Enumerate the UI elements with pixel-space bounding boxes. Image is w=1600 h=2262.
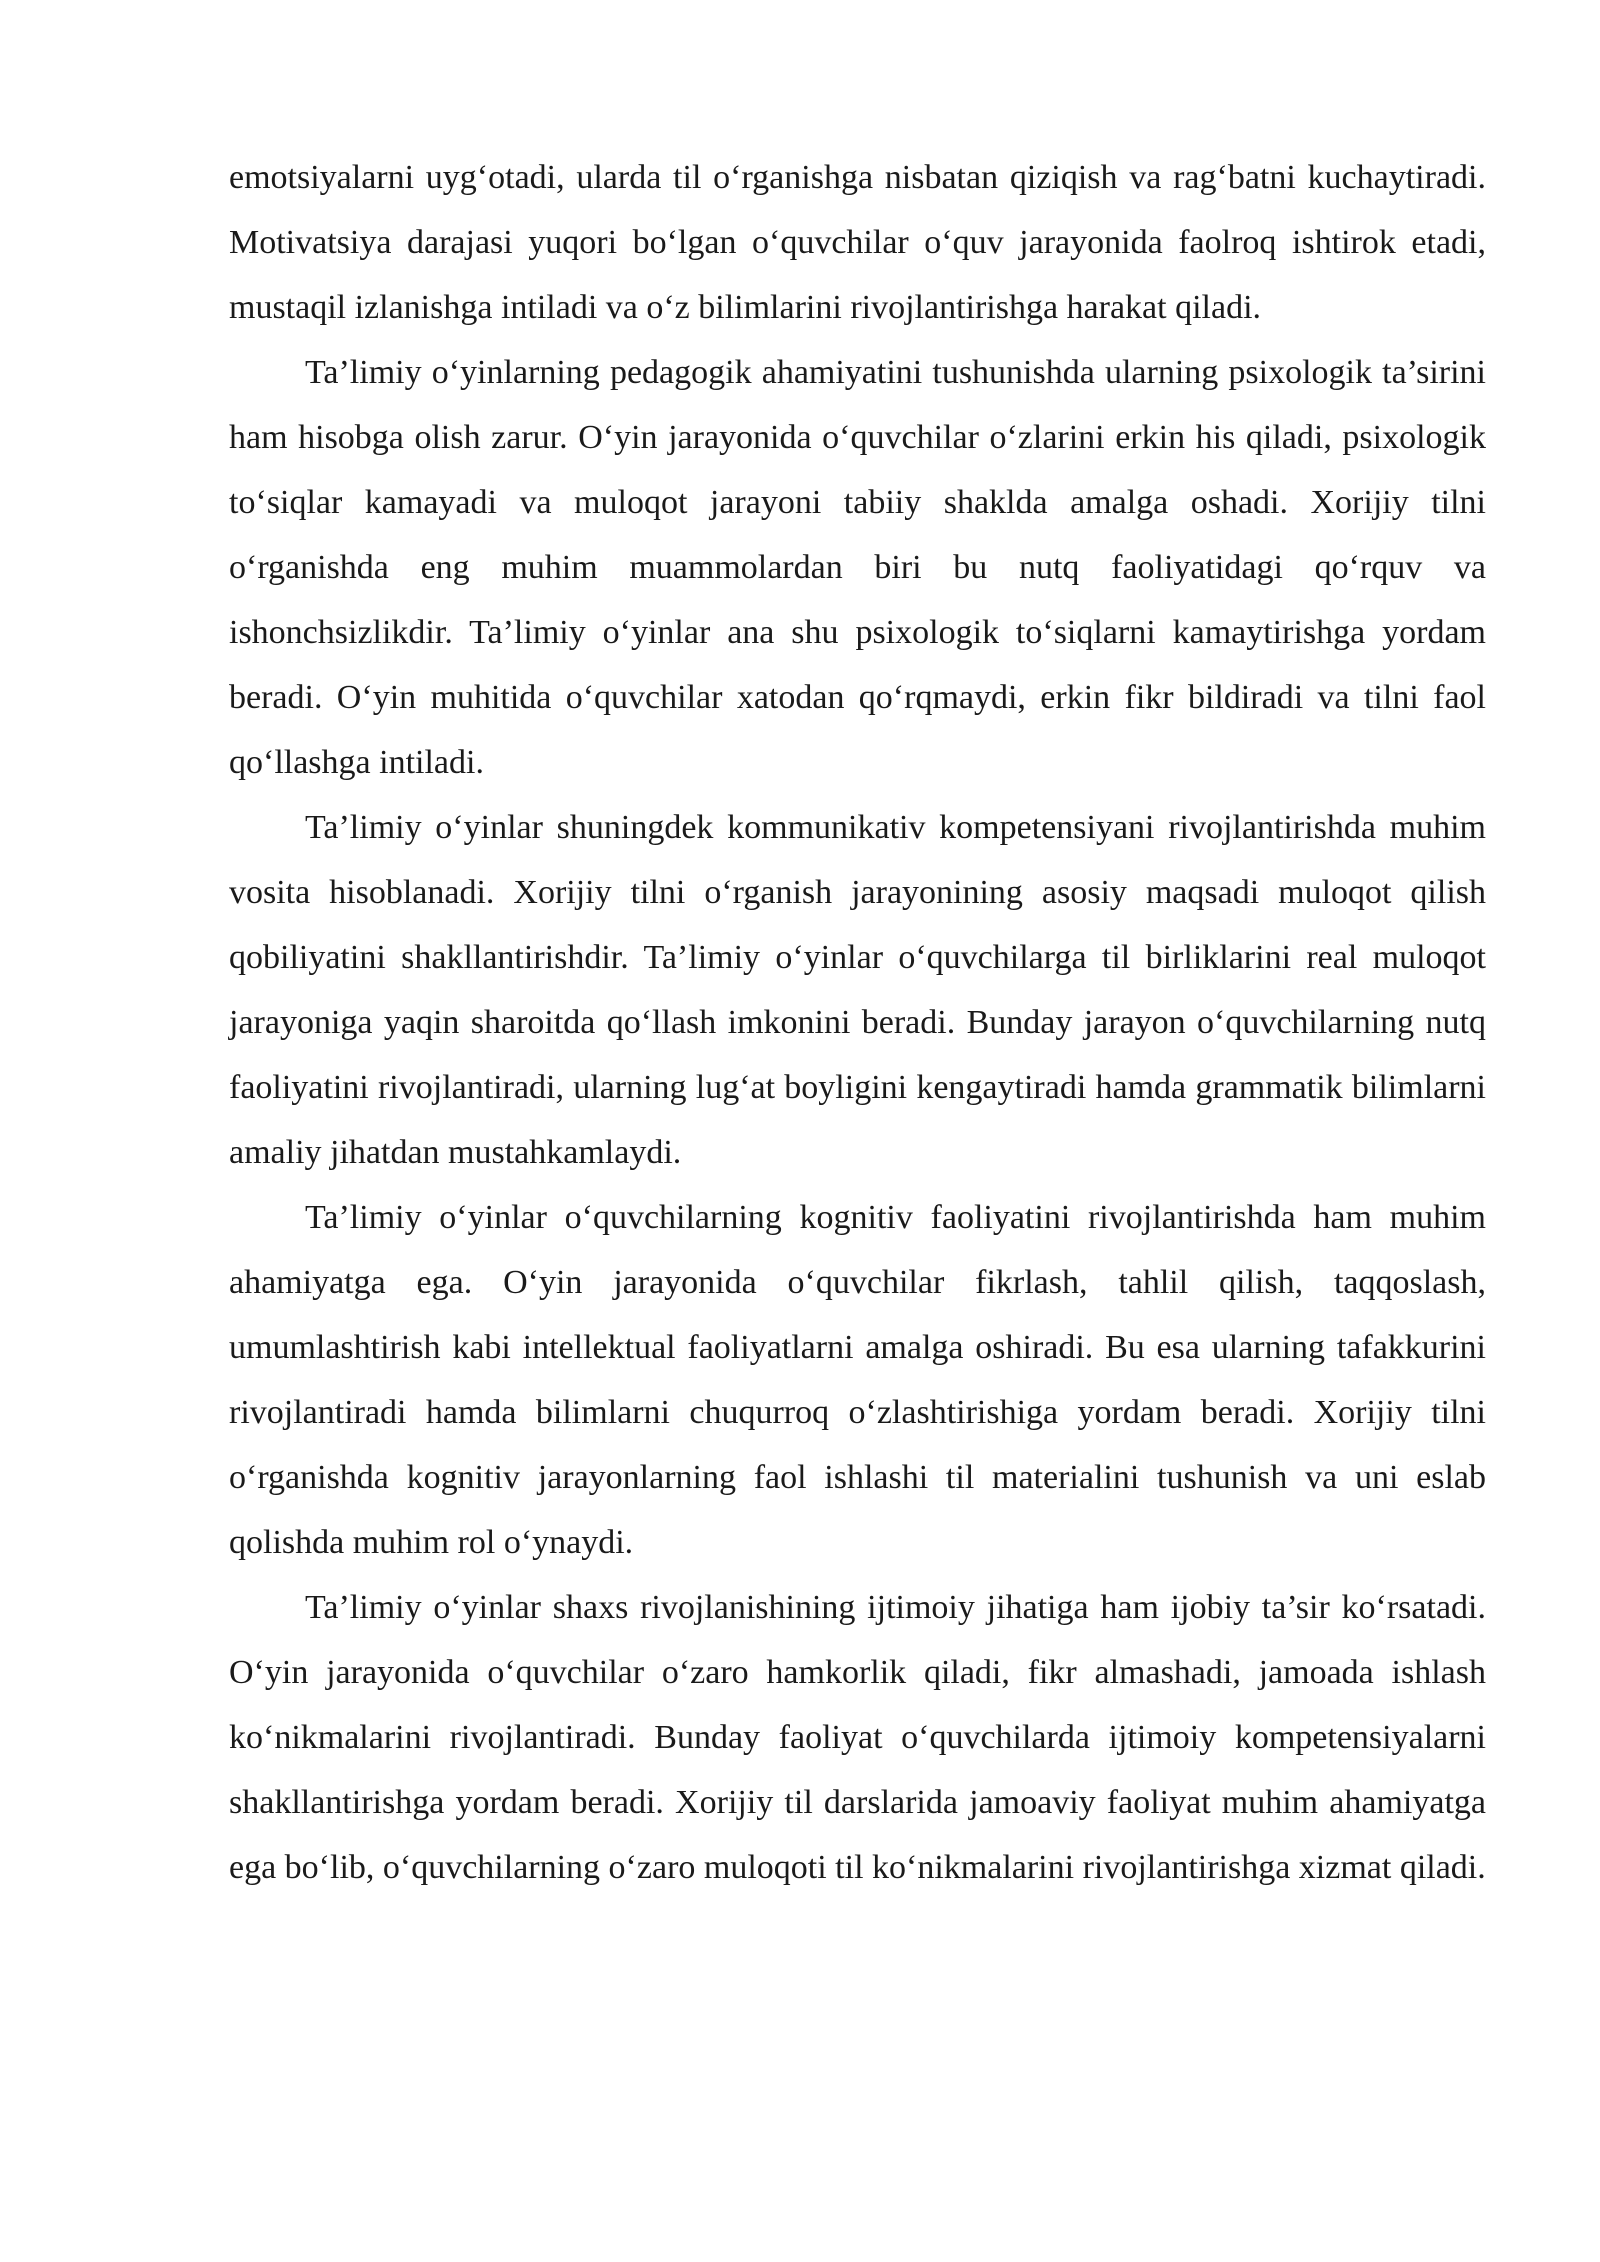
paragraph-1: emotsiyalarni uyg‘otadi, ularda til o‘rganishga nisbatan qiziqish va rag‘batni kuchaytiradi. Motivatsiya darajasi yuqori bo‘lgan o‘quvchilar o‘quv jarayonida faolroq ishtirok etadi, mustaqil izlanishga intiladi va o‘z bilimlarini rivojlantirishga harakat qiladi. xyxy=(229,159,1486,326)
paragraph-2: Ta’limiy o‘yinlarning pedagogik ahamiyatini tushunishda ularning psixologik ta’sirini ham hisobga olish zarur. O‘yin jarayonida o‘quvchilar o‘zlarini erkin his qiladi, psixologik to‘siqlar kamayadi va muloqot jarayoni tabiiy shaklda amalga oshadi. Xorijiy tilni o‘rganishda eng muhim muammolardan biri bu nutq faoliyatidagi qo‘rquv va ishonchsizlikdir. Ta’limiy o‘yinlar ana shu psixologik to‘siqlarni kamaytirishga yordam beradi. O‘yin muhitida o‘quvchilar xatodan qo‘rqmaydi, erkin fikr bildiradi va tilni faol qo‘llashga intiladi. xyxy=(229,354,1486,781)
paragraph-3: Ta’limiy o‘yinlar shuningdek kommunikativ kompetensiyani rivojlantirishda muhim vosita hisoblanadi. Xorijiy tilni o‘rganish jarayonining asosiy maqsadi muloqot qilish qobiliyatini shakllantirishdir. Ta’limiy o‘yinlar o‘quvchilarga til birliklarini real muloqot jarayoniga yaqin sharoitda qo‘llash imkonini beradi. Bunday jarayon o‘quvchilarning nutq faoliyatini rivojlantiradi, ularning lug‘at boyligini kengaytiradi hamda grammatik bilimlarni amaliy jihatdan mustahkamlaydi. xyxy=(229,809,1486,1171)
document-body xyxy=(229,145,1486,1900)
paragraph-4: Ta’limiy o‘yinlar o‘quvchilarning kognitiv faoliyatini rivojlantirishda ham muhim ahamiyatga ega. O‘yin jarayonida o‘quvchilar fikrlash, tahlil qilish, taqqoslash, umumlashtirish kabi intellektual faoliyatlarni amalga oshiradi. Bu esa ularning tafakkurini rivojlantiradi hamda bilimlarni chuqurroq o‘zlashtirishiga yordam beradi. Xorijiy tilni o‘rganishda kognitiv jarayonlarning faol ishlashi til materialini tushunish va uni eslab qolishda muhim rol o‘ynaydi. xyxy=(229,1199,1486,1561)
paragraph-5: Ta’limiy o‘yinlar shaxs rivojlanishining ijtimoiy jihatiga ham ijobiy ta’sir ko‘rsatadi. O‘yin jarayonida o‘quvchilar o‘zaro hamkorlik qiladi, fikr almashadi, jamoada ishlash ko‘nikmalarini rivojlantiradi. Bunday faoliyat o‘quvchilarda ijtimoiy kompetensiyalarni shakllantirishga yordam beradi. Xorijiy til darslarida jamoaviy faoliyat muhim ahamiyatga ega bo‘lib, o‘quvchilarning o‘zaro muloqoti til ko‘nikmalarini rivojlantirishga xizmat qiladi. xyxy=(229,1589,1486,1886)
